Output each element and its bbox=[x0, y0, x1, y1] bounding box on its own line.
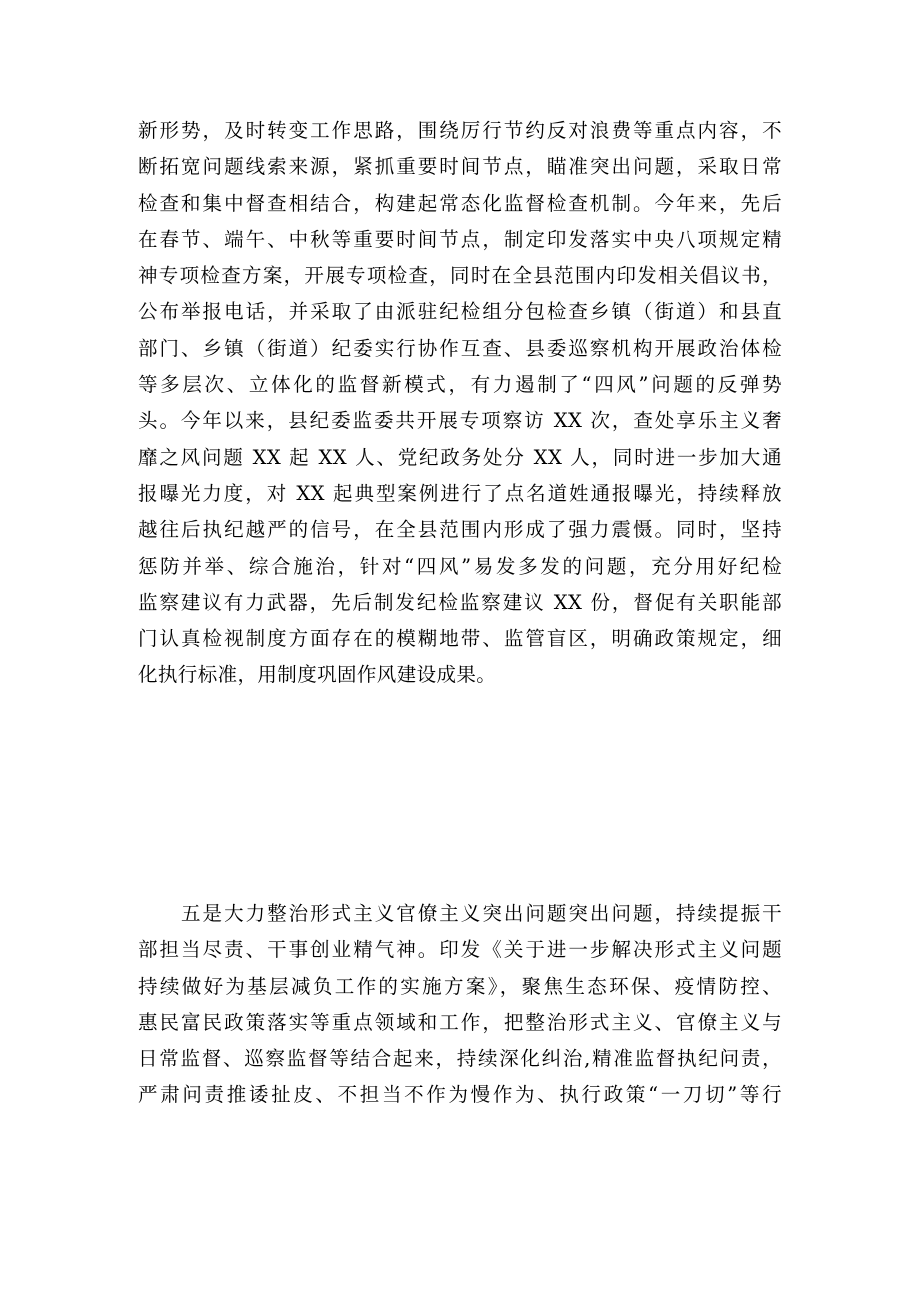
text-line: 头。今年以来，县纪委监委共开展专项察访 XX 次，查处享乐主义奢 bbox=[138, 409, 782, 433]
text-line: 部担当尽责、干事创业精气神。印发《关于进一步解决形式主义问题 bbox=[138, 938, 782, 962]
text-line: 等多层次、立体化的监督新模式，有力遏制了“四风”问题的反弹势 bbox=[138, 373, 782, 397]
paragraph-2 bbox=[138, 896, 782, 1114]
text-line: 在春节、端午、中秋等重要时间节点，制定印发落实中央八项规定精 bbox=[138, 227, 782, 251]
text-line: 部门、乡镇（街道）纪委实行协作互查、县委巡察机构开展政治体检 bbox=[138, 336, 782, 360]
text-line: 惠民富民政策落实等重点领域和工作，把整治形式主义、官僚主义与 bbox=[138, 1010, 782, 1034]
text-line: 日常监督、巡察监督等结合起来，持续深化纠治,精准监督执纪问责， bbox=[138, 1047, 782, 1071]
text-line: 监察建议有力武器，先后制发纪检监察建议 XX 份，督促有关职能部 bbox=[138, 590, 782, 614]
text-line: 检查和集中督查相结合，构建起常态化监督检查机制。今年来，先后 bbox=[138, 191, 782, 215]
text-line: 新形势，及时转变工作思路，围绕厉行节约反对浪费等重点内容，不 bbox=[138, 119, 782, 142]
text-line: 越往后执纪越严的信号，在全县范围内形成了强力震慑。同时，坚持 bbox=[138, 518, 782, 542]
text-line: 门认真检视制度方面存在的模糊地带、监管盲区，明确政策规定，细 bbox=[138, 627, 782, 651]
text-line: 报曝光力度，对 XX 起典型案例进行了点名道姓通报曝光，持续释放 bbox=[138, 481, 782, 505]
text-line: 严肃问责推诿扯皮、不担当不作为慢作为、执行政策“一刀切”等行 bbox=[138, 1083, 782, 1107]
text-line: 公布举报电话，并采取了由派驻纪检组分包检查乡镇（街道）和县直 bbox=[138, 300, 782, 324]
text-line: 靡之风问题 XX 起 XX 人、党纪政务处分 XX 人，同时进一步加大通 bbox=[138, 445, 782, 469]
text-line: 神专项检查方案，开展专项检查，同时在全县范围内印发相关倡议书， bbox=[138, 264, 782, 288]
text-line: 化执行标准，用制度巩固作风建设成果。 bbox=[138, 663, 497, 687]
text-line: 惩防并举、综合施治，针对“四风”易发多发的问题，充分用好纪检 bbox=[138, 554, 782, 578]
paragraph-1 bbox=[138, 113, 782, 694]
text-line: 持续做好为基层减负工作的实施方案》，聚焦生态环保、疫情防控、 bbox=[138, 974, 782, 998]
text-line: 五是大力整治形式主义官僚主义突出问题突出问题，持续提振干 bbox=[138, 902, 782, 925]
text-line: 断拓宽问题线索来源，紧抓重要时间节点，瞄准突出问题，采取日常 bbox=[138, 155, 782, 179]
